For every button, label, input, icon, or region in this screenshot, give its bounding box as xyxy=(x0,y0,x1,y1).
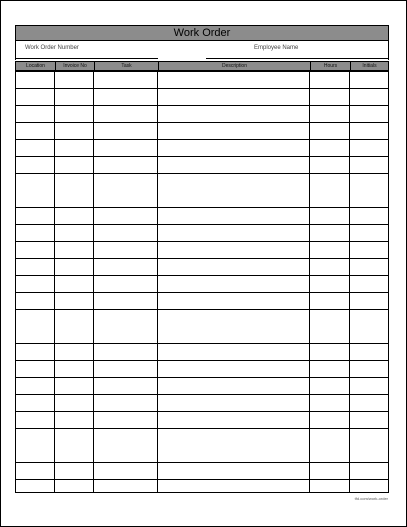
table-row-line xyxy=(15,105,389,106)
table-row-line xyxy=(15,479,389,480)
form-title: Work Order xyxy=(15,25,389,41)
employee-name-field[interactable] xyxy=(206,58,389,59)
table-row-line xyxy=(15,462,389,463)
footer-text: tfd.com/work-order xyxy=(354,496,388,501)
employee-name-label: Employee Name xyxy=(254,45,299,51)
table-column-line xyxy=(309,71,310,493)
column-header-hours: Hours xyxy=(323,63,338,69)
table-row-line xyxy=(15,71,389,72)
table-column-line xyxy=(93,71,94,493)
column-header-description: Description xyxy=(221,63,247,69)
table-row-line xyxy=(15,343,389,344)
table-row-line xyxy=(15,275,389,276)
table-column-line xyxy=(349,71,350,493)
table-column-line xyxy=(388,71,389,493)
column-header-initials: Initials xyxy=(362,63,377,69)
table-column-line xyxy=(15,71,16,493)
table-row-line xyxy=(15,156,389,157)
work-order-number-label: Work Order Number xyxy=(25,45,79,51)
table-row-line xyxy=(15,88,389,89)
table-row-line xyxy=(15,309,389,310)
table-row-line xyxy=(15,139,389,140)
table-row-line xyxy=(15,258,389,259)
column-header-location: Location xyxy=(26,63,45,69)
table-row-line xyxy=(15,492,389,493)
table-row-line xyxy=(15,241,389,242)
table-row-line xyxy=(15,360,389,361)
work-order-table xyxy=(15,71,389,493)
table-row-line xyxy=(15,224,389,225)
table-row-line xyxy=(15,394,389,395)
column-header-invoice: Invoice No xyxy=(63,63,87,69)
table-header xyxy=(15,61,389,71)
column-header-task: Task xyxy=(121,63,132,69)
table-row-line xyxy=(15,207,389,208)
table-column-line xyxy=(54,71,55,493)
info-row xyxy=(15,41,389,60)
table-row-line xyxy=(15,173,389,174)
table-row-line xyxy=(15,292,389,293)
table-row-line xyxy=(15,122,389,123)
table-row-line xyxy=(15,411,389,412)
table-row-line xyxy=(15,377,389,378)
work-order-number-field[interactable] xyxy=(16,58,158,59)
table-column-line xyxy=(157,71,158,493)
table-row-line xyxy=(15,428,389,429)
